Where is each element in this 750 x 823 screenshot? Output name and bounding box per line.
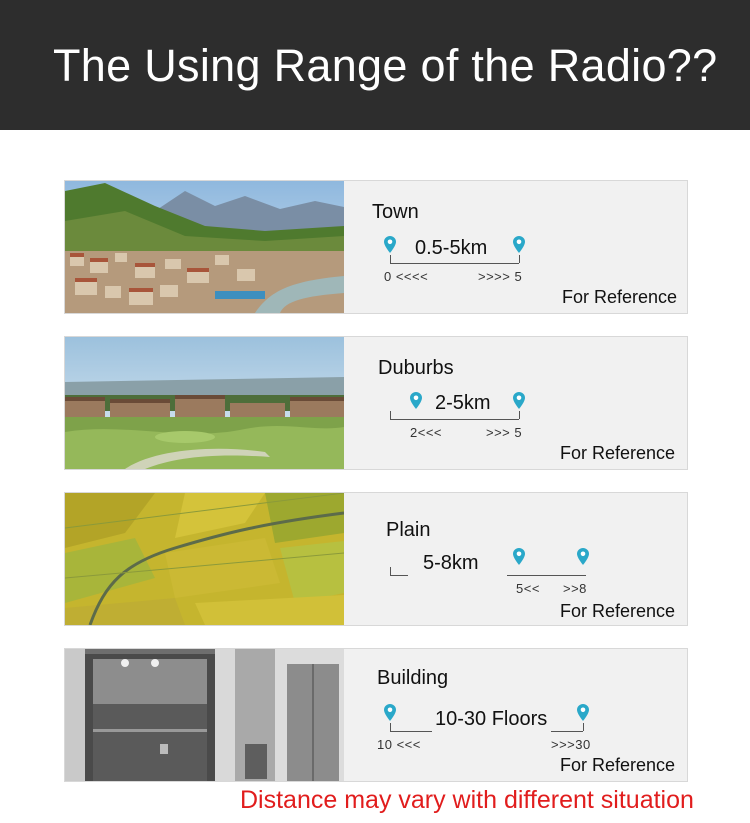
scenario-label: Plain — [386, 519, 431, 541]
range-line-tick — [390, 567, 391, 575]
plain-photo — [65, 493, 344, 625]
range-card-town — [64, 180, 688, 314]
location-pin-icon — [577, 548, 589, 565]
range-start-mark: 2<<< — [410, 425, 443, 440]
page-title: The Using Range of the Radio?? — [53, 40, 718, 91]
range-line — [390, 731, 432, 732]
range-end-mark: >>>30 — [551, 737, 591, 752]
town-photo — [65, 181, 344, 313]
range-value: 0.5-5km — [415, 237, 488, 259]
range-line — [507, 575, 586, 576]
range-line-tick — [519, 255, 520, 263]
location-pin-icon — [513, 548, 525, 565]
range-end-mark: >>8 — [563, 581, 587, 596]
location-pin-icon — [384, 236, 396, 253]
scenario-label: Duburbs — [378, 357, 454, 379]
elevator-photo — [65, 649, 344, 781]
location-pin-icon — [513, 392, 525, 409]
range-line — [390, 575, 408, 576]
range-info-plain — [344, 493, 687, 625]
range-line-tick — [390, 411, 391, 419]
range-info-building — [344, 649, 687, 781]
range-info-town — [344, 181, 687, 313]
range-line — [390, 419, 519, 420]
disclaimer-note: Distance may vary with different situation — [240, 786, 694, 814]
location-pin-icon — [384, 704, 396, 721]
range-start-mark: 0 <<<< — [384, 269, 429, 284]
range-value: 2-5km — [435, 392, 491, 414]
range-start-mark: 10 <<< — [377, 737, 421, 752]
page-header — [0, 0, 750, 130]
reference-note: For Reference — [560, 443, 676, 463]
range-info-suburbs — [344, 337, 687, 469]
location-pin-icon — [577, 704, 589, 721]
range-value: 10-30 Floors — [435, 708, 548, 730]
range-start-mark: 5<< — [516, 581, 540, 596]
reference-note: For Reference — [560, 601, 676, 621]
range-line — [390, 263, 519, 264]
range-line-tick — [390, 255, 391, 263]
reference-note: For Reference — [560, 755, 676, 775]
range-line — [551, 731, 583, 732]
range-line-tick — [519, 411, 520, 419]
range-end-mark: >>>> 5 — [478, 269, 523, 284]
range-line-tick — [583, 723, 584, 731]
scenario-label: Town — [372, 201, 419, 223]
location-pin-icon — [513, 236, 525, 253]
range-card-suburbs — [64, 336, 688, 470]
location-pin-icon — [410, 392, 422, 409]
range-card-building — [64, 648, 688, 782]
suburb-photo — [65, 337, 344, 469]
scenario-label: Building — [377, 667, 449, 689]
range-end-mark: >>> 5 — [486, 425, 523, 440]
range-value: 5-8km — [423, 552, 479, 574]
reference-note: For Reference — [562, 287, 678, 307]
range-card-plain — [64, 492, 688, 626]
range-line-tick — [390, 723, 391, 731]
